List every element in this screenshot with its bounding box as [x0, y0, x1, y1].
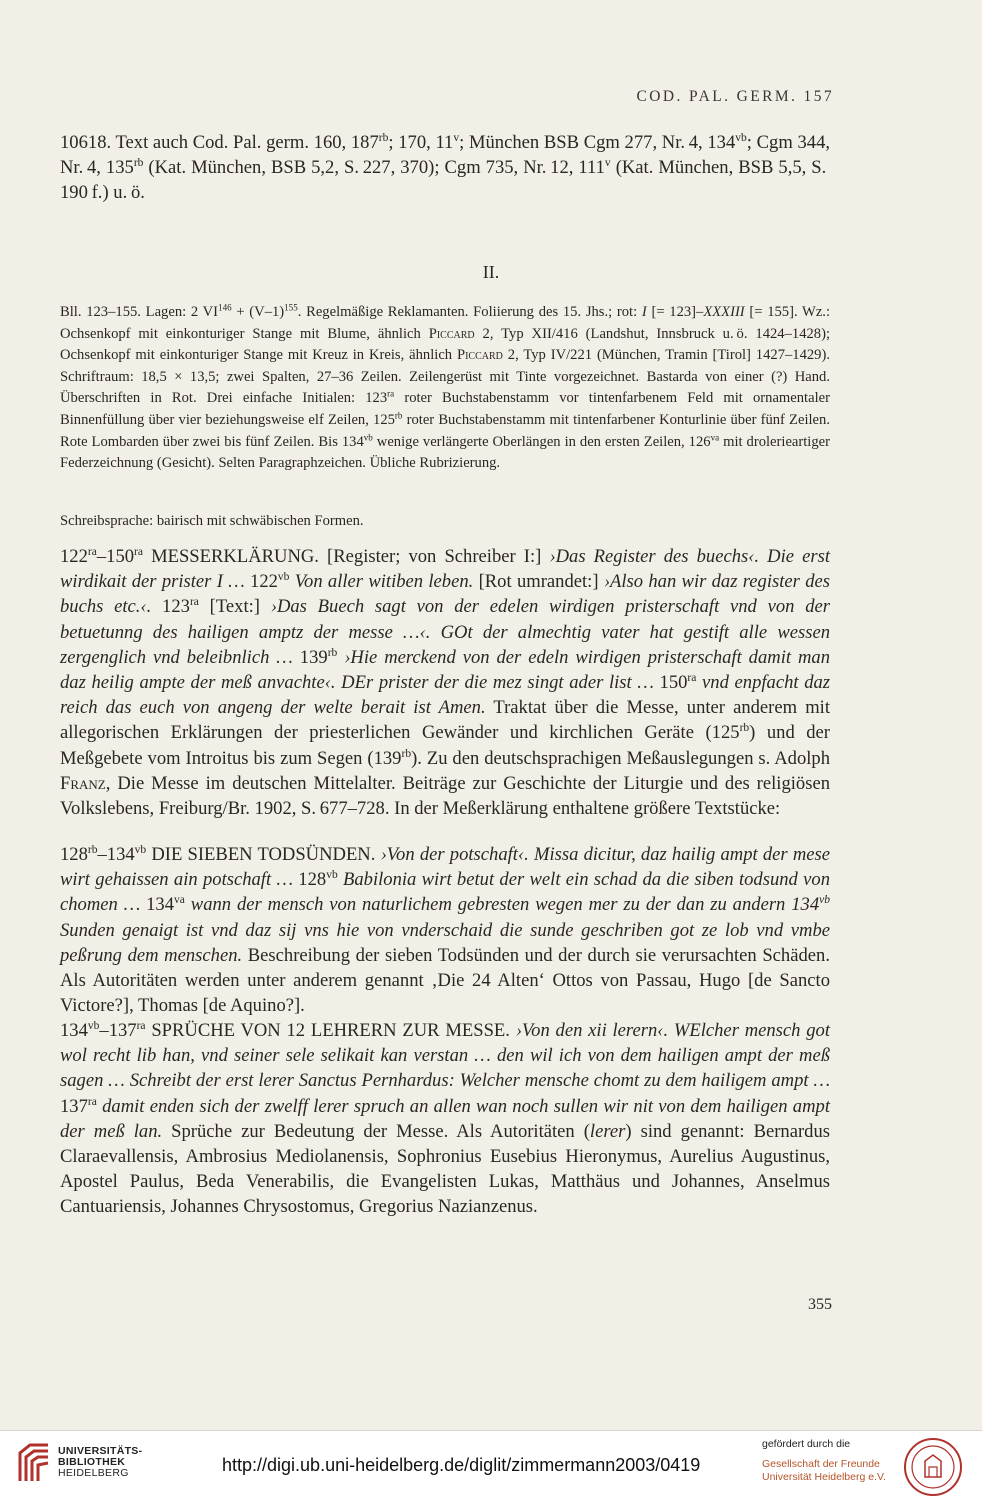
- university-seal-icon: [903, 1437, 963, 1497]
- codicological-description: Bll. 123–155. Lagen: 2 $VI^{146} + (V-1)^{155}$. Regelmäßige Reklamanten. Foliierung des 15. Jhs.; rot: I [= 123]–XXXIII [= 155]. Wz.: Ochsenkopf mit einkonturiger Stange mit Blume, ähnlich Piccard 2, Typ XII/416 (Landshut, Innsbruck u. ö. 1424–1428); Ochsenkopf mit einkonturiger Stange mit Kreuz in Kreis, ähnlich Piccard 2, Typ IV/221 (München, Tramin [Tirol] 1427–1429). Schriftraum: 18,5 × 13,5; zwei Spalten, 27–36 Zeilen. Zeilengerüst mit Tinte vorgezeichnet. Bastarda von einer (?) Hand. Überschriften in Rot. Drei einfache Initialen: $123^{ra}$ roter Buchstabenstamm vor tintenfarbenem Feld mit ornamentaler Binnenfüllung über vier beziehungsweise elf Zeilen, $125^{rb}$ roter Buchstabenstamm mit tintenfarbener Konturlinie über fünf Zeilen. Rote Lombarden über zwei bis fünf Zeilen. Bis $134^{vb}$ wenige verlängerte Oberlängen in den ersten Zeilen, $126^{va}$ mit drolerieartiger Federzeichnung (Gesicht). Selten Paragraphzeichen. Übliche Rubrizierung.: [60, 302, 831, 472]
- entry-todsuenden: $128^{rb}-134^{vb}$ DIE SIEBEN TODSÜNDEN. ›Von der potschaft‹. Missa dicitur, daz hailig ampt der mese wirt gehaissen ain potschaft … $128^{vb}$ Babilonia wirt betut der welt ein schad da die siben todsund von chomen … $134^{va}$ wann der mensch von naturlichem gebresten wegen mer zu der dan zu andern $134^{vb}$ Sunden genaigt ist vnd daz sij vns hie von vnderschaid die sunde geschriben got ze lob vnd vmbe peßrung dem menschen. Beschreibung der sieben Todsünden und der durch sie verursachten Schäden. Als Autoritäten werden unter anderem genannt ‚Die 24 Alten‘ Ottos von Passau, Hugo [de Sancto Victore?], Thomas [de Aquino?].: [60, 844, 831, 1017]
- sponsor-label: gefördert durch die: [762, 1438, 851, 1450]
- entry-messerklaerung: $122^{ra}-150^{ra}$ MESSERKLÄRUNG. [Register; von Schreiber I:] ›Das Register des buechs‹. Die erst wirdikait der prister I … $122^{vb}$ Von aller witiben leben. [Rot umrandet:] ›Also han wir daz register des buchs etc.‹. $123^{ra}$ [Text:] ›Das Buech sagt von der edelen wirdigen pristerschaft vnd von der betuetunng des hailigen amptz der messe …‹. GOt der almechtig vater hat gestift alle wessen zergenglich vnd beleibnlich … $139^{rb}$ ›Hie merckend von der edeln wirdigen pristerschaft damit man daz heilig ampte der meß anvachte‹. DEr prister der die mez singt ader list … $150^{ra}$ vnd enpfacht daz reich das euch von angeng der welte berait ist Amen. Traktat über die Messe, unter anderem mit allegorischen Erklärungen der priesterlichen Gewänder und kirchlichen Geräte $(125^{rb})$ und der Meßgebete vom Introitus bis zum Segen $(139^{rb})$. Zu den deutschsprachigen Meßauslegungen s. Adolph Franz, Die Messe im deutschen Mittelalter. Beiträge zur Geschichte der Liturgie und des religiösen Volkslebens, Freiburg/Br. 1902, S. 677–728. In der Meßerklärung enthaltene größere Textstücke:: [60, 546, 831, 820]
- page-number: 355: [808, 1296, 832, 1313]
- entry-sprueche: $134^{vb}-137^{ra}$ SPRÜCHE VON 12 LEHRERN ZUR MESSE. ›Von den xii lerern‹. WElcher mensch got wol recht lib han, vnd seiner sele selikait kan verstan … den wil ich von dem hailigen ampt der meß sagen … Schreibt der erst lerer Sanctus Pernhardus: Welcher mensche chomt zu dem hailigem ampt … $137^{ra}$ damit enden sich der zwelff lerer spruch an allen wan noch sullen wir nit von dem hailigen ampt der meß lan. Sprüche zur Bedeutung der Messe. Als Autoritäten (lerer) sind genannt: Bernardus Claraevallensis, Ambrosius Mediolanensis, Sophronius Eusebius Hieronymus, Aurelius Augustinus, Apostel Paulus, Beda Venerabilis, die Evangelisten Lukas, Matthäus und Johannes, Anselmus Cantuariensis, Johannes Chrysostomus, Gregorius Nazianzenus.: [60, 1020, 831, 1218]
- sponsor-name: Gesellschaft der Freunde Universität Heidelberg e.V.: [762, 1458, 886, 1483]
- schreibsprache-line: Schreibsprache: bairisch mit schwäbischen Formen.: [60, 513, 364, 529]
- digital-object-url[interactable]: http://digi.ub.uni-heidelberg.de/diglit/zimmermann2003/0419: [222, 1455, 701, 1475]
- running-head: COD. PAL. GERM. 157: [636, 88, 834, 105]
- section-number: II.: [482, 262, 500, 282]
- library-name: UNIVERSITÄTS- BIBLIOTHEK HEIDELBERG: [58, 1445, 143, 1479]
- footer-bar: [0, 1430, 982, 1503]
- library-logo-icon: [14, 1441, 54, 1487]
- paragraph-references: 10618. Text auch Cod. Pal. germ. 160, $187^{rb}$; 170, 11$^v$; München BSB Cgm 277, Nr. 4, $134^{vb}$; Cgm 344, Nr. 4, $135^{rb}$ (Kat. München, BSB 5,2, S. 227, 370); Cgm 735, Nr. 12, 111$^v$ (Kat. München, BSB 5,5, S. 190 f.) u. ö.: [60, 132, 831, 204]
